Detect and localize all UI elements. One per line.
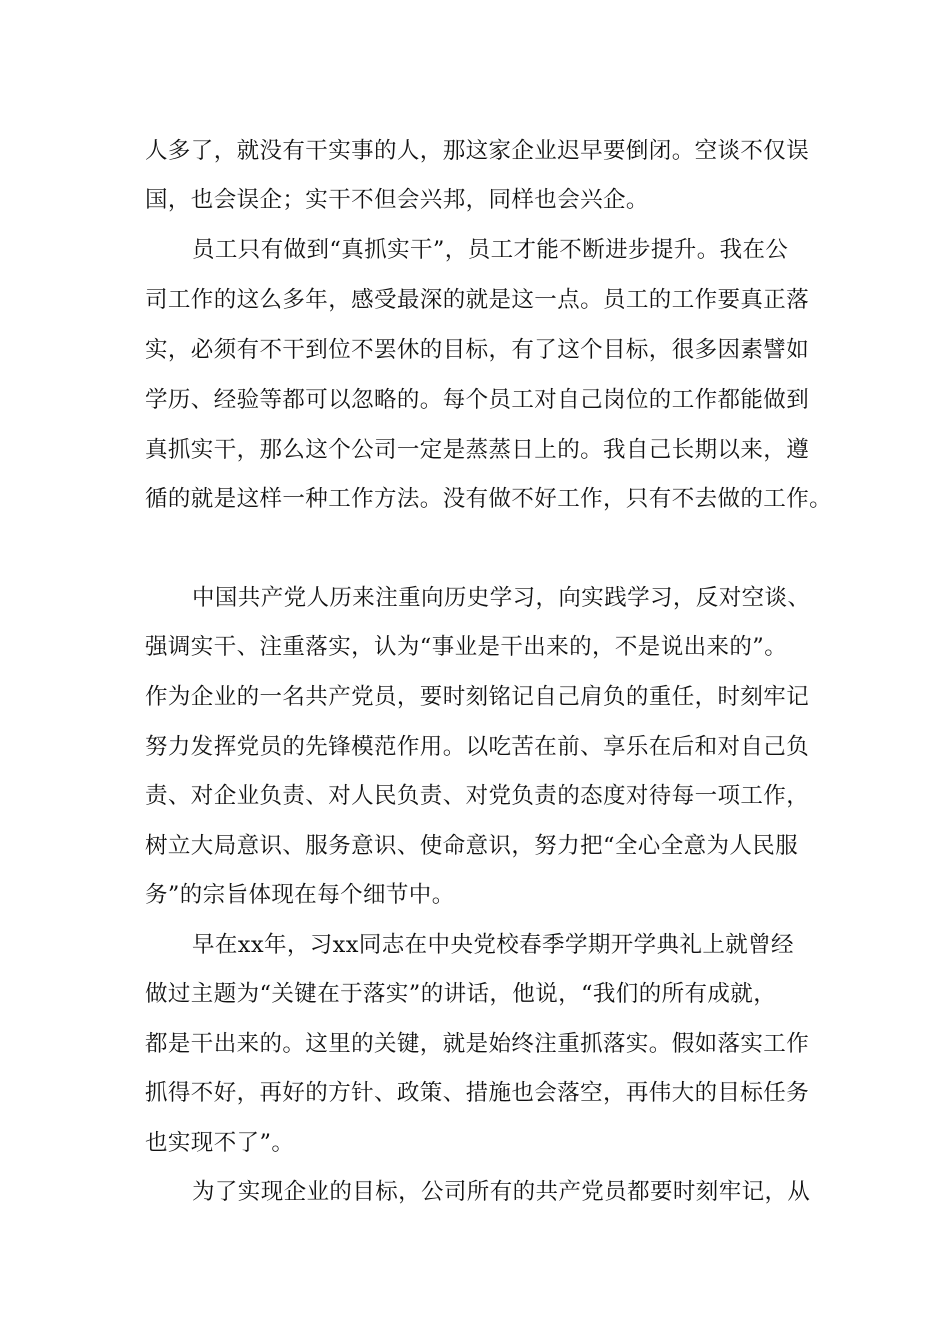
text-line: 人多了，就没有干实事的人，那这家企业迟早要倒闭。空谈不仅误: [145, 138, 810, 164]
paragraph-start-line: 早在xx年，习xx同志在中央党校春季学期开学典礼上就曾经: [192, 932, 794, 958]
paragraph-start-line: 为了实现企业的目标，公司所有的共产党员都要时刻牢记，从: [192, 1179, 811, 1205]
text-line: 学历、经验等都可以忽略的。每个员工对自己岗位的工作都能做到: [145, 387, 810, 413]
text-line: 都是干出来的。这里的关键，就是始终注重抓落实。假如落实工作: [145, 1031, 810, 1057]
text-line: 实，必须有不干到位不罢休的目标，有了这个目标，很多因素譬如: [145, 337, 810, 363]
text-line: 努力发挥党员的先锋模范作用。以吃苦在前、享乐在后和对自己负: [145, 734, 810, 760]
text-line: 做过主题为“关键在于落实”的讲话，他说，“我们的所有成就，: [145, 981, 777, 1007]
text-line: 责、对企业负责、对人民负责、对党负责的态度对待每一项工作，: [145, 783, 810, 809]
text-line: 真抓实干，那么这个公司一定是蒸蒸日上的。我自己长期以来，遵: [145, 437, 810, 463]
paragraph-start-line: 中国共产党人历来注重向历史学习，向实践学习，反对空谈、: [192, 585, 811, 611]
text-line: 司工作的这么多年，感受最深的就是这一点。员工的工作要真正落: [145, 287, 810, 313]
text-line: 循的就是这样一种工作方法。没有做不好工作，只有不去做的工作。: [145, 486, 833, 512]
text-line: 树立大局意识、服务意识、使命意识，努力把“全心全意为人民服: [145, 833, 799, 859]
text-line: 作为企业的一名共产党员，要时刻铭记自己肩负的重任，时刻牢记: [145, 684, 810, 710]
text-line: 也实现不了”。: [145, 1130, 295, 1156]
text-line: 务”的宗旨体现在每个细节中。: [145, 882, 455, 908]
text-line: 国，也会误企；实干不但会兴邦，同样也会兴企。: [145, 187, 649, 213]
text-line: 抓得不好，再好的方针、政策、措施也会落空，再伟大的目标任务: [145, 1080, 810, 1106]
text-line: 强调实干、注重落实，认为“事业是干出来的，不是说出来的”。: [145, 634, 788, 660]
paragraph-start-line: 员工只有做到“真抓实干”，员工才能不断进步提升。我在公: [192, 237, 789, 263]
